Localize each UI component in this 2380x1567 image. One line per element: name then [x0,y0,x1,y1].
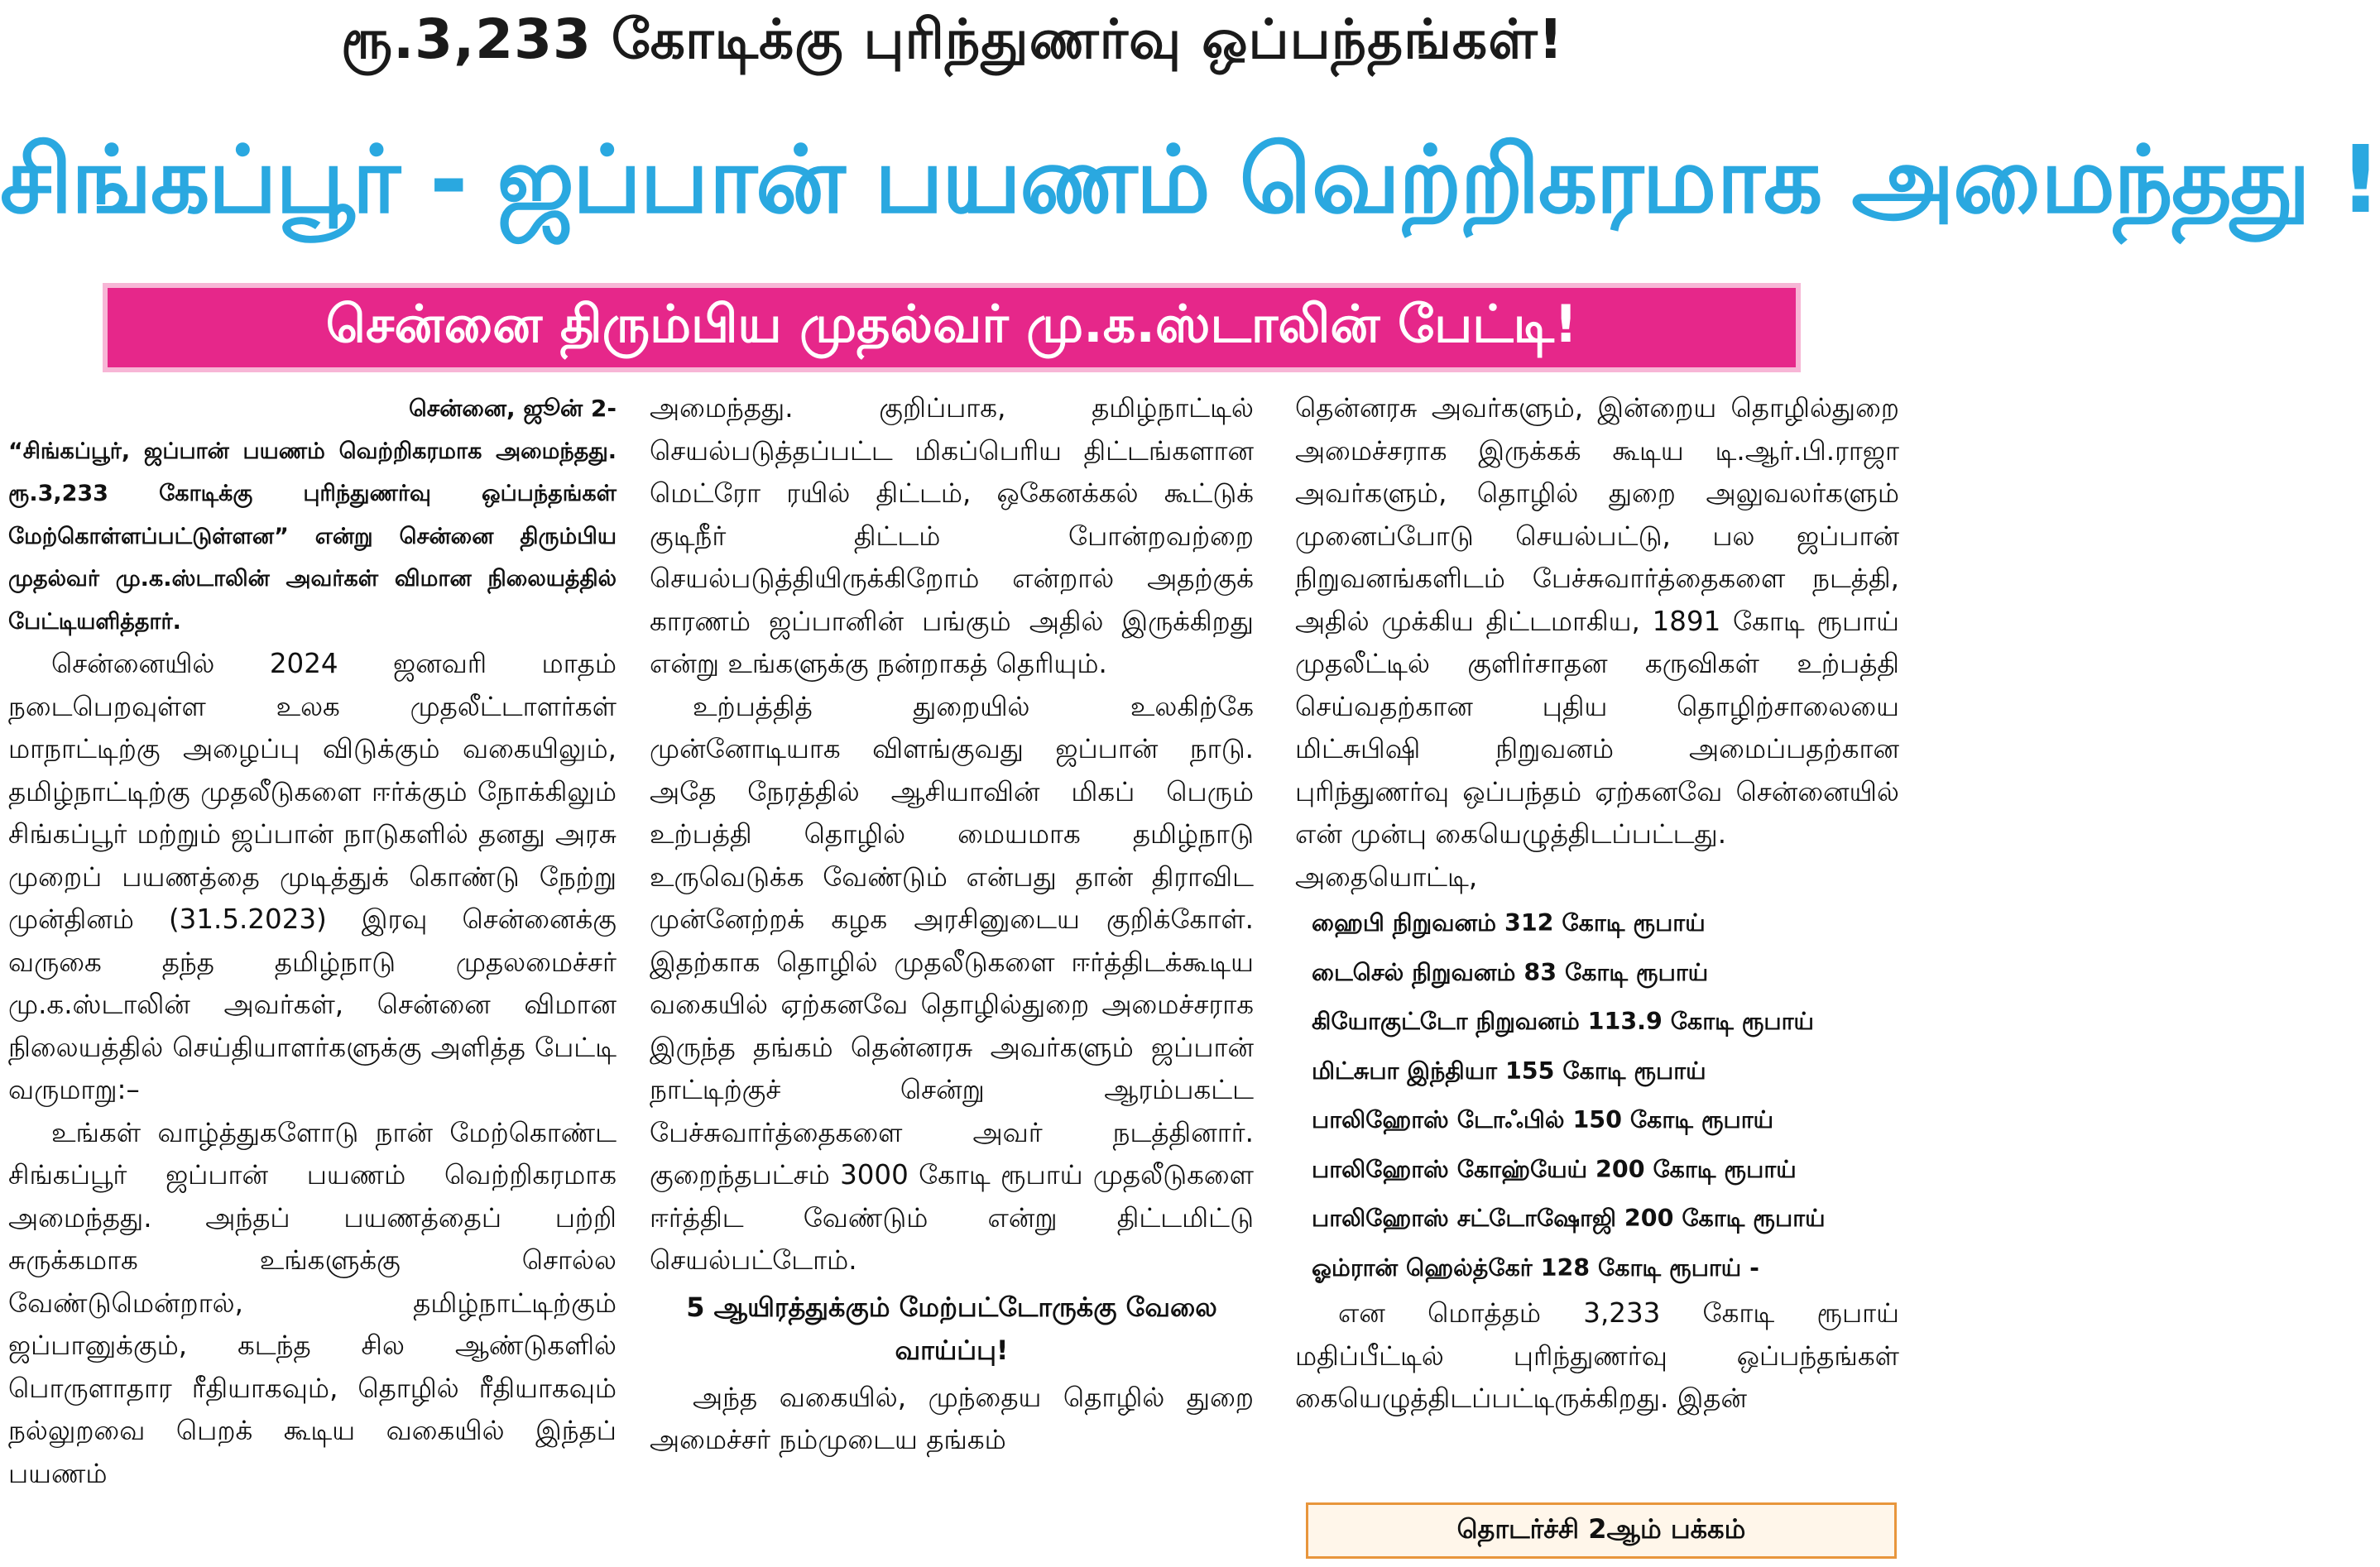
article-column-3 [1295,387,1899,1421]
investment-item: பாலிஹோஸ் டோஃபில் 150 கோடி ரூபாய் [1312,1106,1774,1133]
investment-item: டைசெல் நிறுவனம் 83 கோடி ரூபாய் [1312,958,1709,986]
body-paragraph: என மொத்தம் 3,233 கோடி ரூபாய் மதிப்பீட்டில் புரிந்துணர்வு ஒப்பந்தங்கள் கையெழுத்திடப்பட்டிருக்கிறது. இதன் [1295,1297,1899,1414]
investment-item: கியோகுட்டோ நிறுவனம் 113.9 கோடி ரூபாய் [1312,1008,1814,1035]
investment-list [1295,899,1899,1292]
investment-item: பாலிஹோஸ் சட்டோஷோஜி 200 கோடி ரூபாய் [1312,1205,1826,1232]
body-paragraph: உற்பத்தித் துறையில் உலகிற்கே முன்னோடியாக விளங்குவது ஜப்பான் நாடு. அதே நேரத்தில் ஆசியாவின் மிகப் பெரும் உற்பத்தி தொழில் மையமாக தமிழ்நாடு உருவெடுக்க வேண்டும் என்பது தான் திராவிட முன்னேற்றக் கழக அரசினுடைய குறிக்கோள். இதற்காக தொழில் முதலீடுகளை ஈர்த்திடக்கூடிய வகையில் ஏற்கனவே தொழில்துறை அமைச்சராக இருந்த தங்கம் தென்னரசு அவர்களும் ஜப்பான் நாட்டிற்குச் சென்று ஆரம்பகட்ட பேச்சுவார்த்தைகளை அவர் நடத்தினார். குறைந்தபட்சம் 3000 கோடி ரூபாய் முதலீடுகளை ஈர்த்திட வேண்டும் என்று திட்டமிட்டு செயல்பட்டோம். [650,690,1254,1276]
body-paragraph: அந்த வகையில், முந்தைய தொழில் துறை அமைச்சர் நம்முடைய தங்கம் [650,1381,1254,1455]
article-column-2 [650,387,1254,1462]
investment-item: ஹைபி நிறுவனம் 312 கோடி ரூபாய் [1312,909,1706,937]
investment-item: மிட்சுபா இந்தியா 155 கோடி ரூபாய் [1312,1057,1706,1085]
section-subhead: 5 ஆயிரத்துக்கும் மேற்பட்டோருக்கு வேலை வாய்ப்பு! [686,1291,1217,1366]
lede-paragraph: “சிங்கப்பூர், ஜப்பான் பயணம் வெற்றிகரமாக அமைந்தது. ரூ.3,233 கோடிக்கு புரிந்துணர்வு ஒப்பந்தங்கள் மேற்கொள்ளப்பட்டுள்ளன” என்று சென்னை திரும்பிய முதல்வர் மு.க.ஸ்டாலின் அவர்கள் விமான நிலையத்தில் பேட்டியளித்தார். [8,438,617,635]
body-paragraph: சென்னையில் 2024 ஜனவரி மாதம் நடைபெறவுள்ள உலக முதலீட்டாளர்கள் மாநாட்டிற்கு அழைப்பு விடுக்கும் வகையிலும், தமிழ்நாட்டிற்கு முதலீடுகளை ஈர்க்கும் நோக்கிலும் சிங்கப்பூர் மற்றும் ஜப்பான் நாடுகளில் தனது அரசு முறைப் பயணத்தை முடித்துக் கொண்டு நேற்று முன்தினம் (31.5.2023) இரவு சென்னைக்கு வருகை தந்த தமிழ்நாடு முதலமைச்சர் மு.க.ஸ்டாலின் அவர்கள், சென்னை விமான நிலையத்தில் செய்தியாளர்களுக்கு அளித்த பேட்டி வருமாறு:– [8,648,617,1105]
body-paragraph: அமைந்தது. குறிப்பாக, தமிழ்நாட்டில் செயல்படுத்தப்பட்ட மிகப்பெரிய திட்டங்களான மெட்ரோ ரயில் திட்டம், ஒகேனக்கல் கூட்டுக் குடிநீர் திட்டம் போன்றவற்றை செயல்படுத்தியிருக்கிறோம் என்றால் அதற்குக் காரணம் ஜப்பானின் பங்கும் அதில் இருக்கிறது என்று உங்களுக்கு நன்றாகத் தெரியும். [650,392,1254,679]
continued-on-page-box: தொடர்ச்சி 2ஆம் பக்கம் [1306,1502,1897,1559]
headline-main: சிங்கப்பூர் - ஜப்பான் பயணம் வெற்றிகரமாக அமைந்தது ! [0,127,2380,234]
dateline: சென்னை, ஜூன் 2- [408,395,617,422]
body-paragraph: தென்னரசு அவர்களும், இன்றைய தொழில்துறை அமைச்சராக இருக்கக் கூடிய டி.ஆர்.பி.ராஜா அவர்களும், தொழில் துறை அலுவலர்களும் முனைப்போடு செயல்பட்டு, பல ஜப்பான் நிறுவனங்களிடம் பேச்சுவார்த்தைகளை நடத்தி, அதில் முக்கிய திட்டமாகிய, 1891 கோடி ரூபாய் முதலீட்டில் குளிர்சாதன கருவிகள் உற்பத்தி செய்வதற்கான புதிய தொழிற்சாலையை மிட்சுபிஷி நிறுவனம் அமைப்பதற்கான புரிந்துணர்வு ஒப்பந்தம் ஏற்கனவே சென்னையில் என் முன்பு கையெழுத்திடப்பட்டது. [1295,392,1899,850]
article-column-1 [8,387,617,1495]
headline-top: ரூ.3,233 கோடிக்கு புரிந்துணர்வு ஒப்பந்தங்கள்! [341,7,1564,71]
investment-item: ஓம்ரான் ஹெல்த்கேர் 128 கோடி ரூபாய் - [1312,1253,1759,1282]
subheadline-text: சென்னை திரும்பிய முதல்வர் மு.க.ஸ்டாலின் பேட்டி! [325,294,1578,354]
subheadline-banner [108,288,1796,367]
body-paragraph: உங்கள் வாழ்த்துகளோடு நான் மேற்கொண்ட சிங்கப்பூர் ஜப்பான் பயணம் வெற்றிகரமாக அமைந்தது. அந்தப் பயணத்தைப் பற்றி சுருக்கமாக உங்களுக்கு சொல்ல வேண்டுமென்றால், தமிழ்நாட்டிற்கும் ஜப்பானுக்கும், கடந்த சில ஆண்டுகளில் பொருளாதார ரீதியாகவும், தொழில் ரீதியாகவும் நல்லுறவை பெறக் கூடிய வகையில் இந்தப் பயணம் [8,1116,617,1489]
body-paragraph: அதையொட்டி, [1295,860,1478,893]
investment-item: பாலிஹோஸ் கோஹ்யேய் 200 கோடி ரூபாய் [1312,1155,1797,1183]
